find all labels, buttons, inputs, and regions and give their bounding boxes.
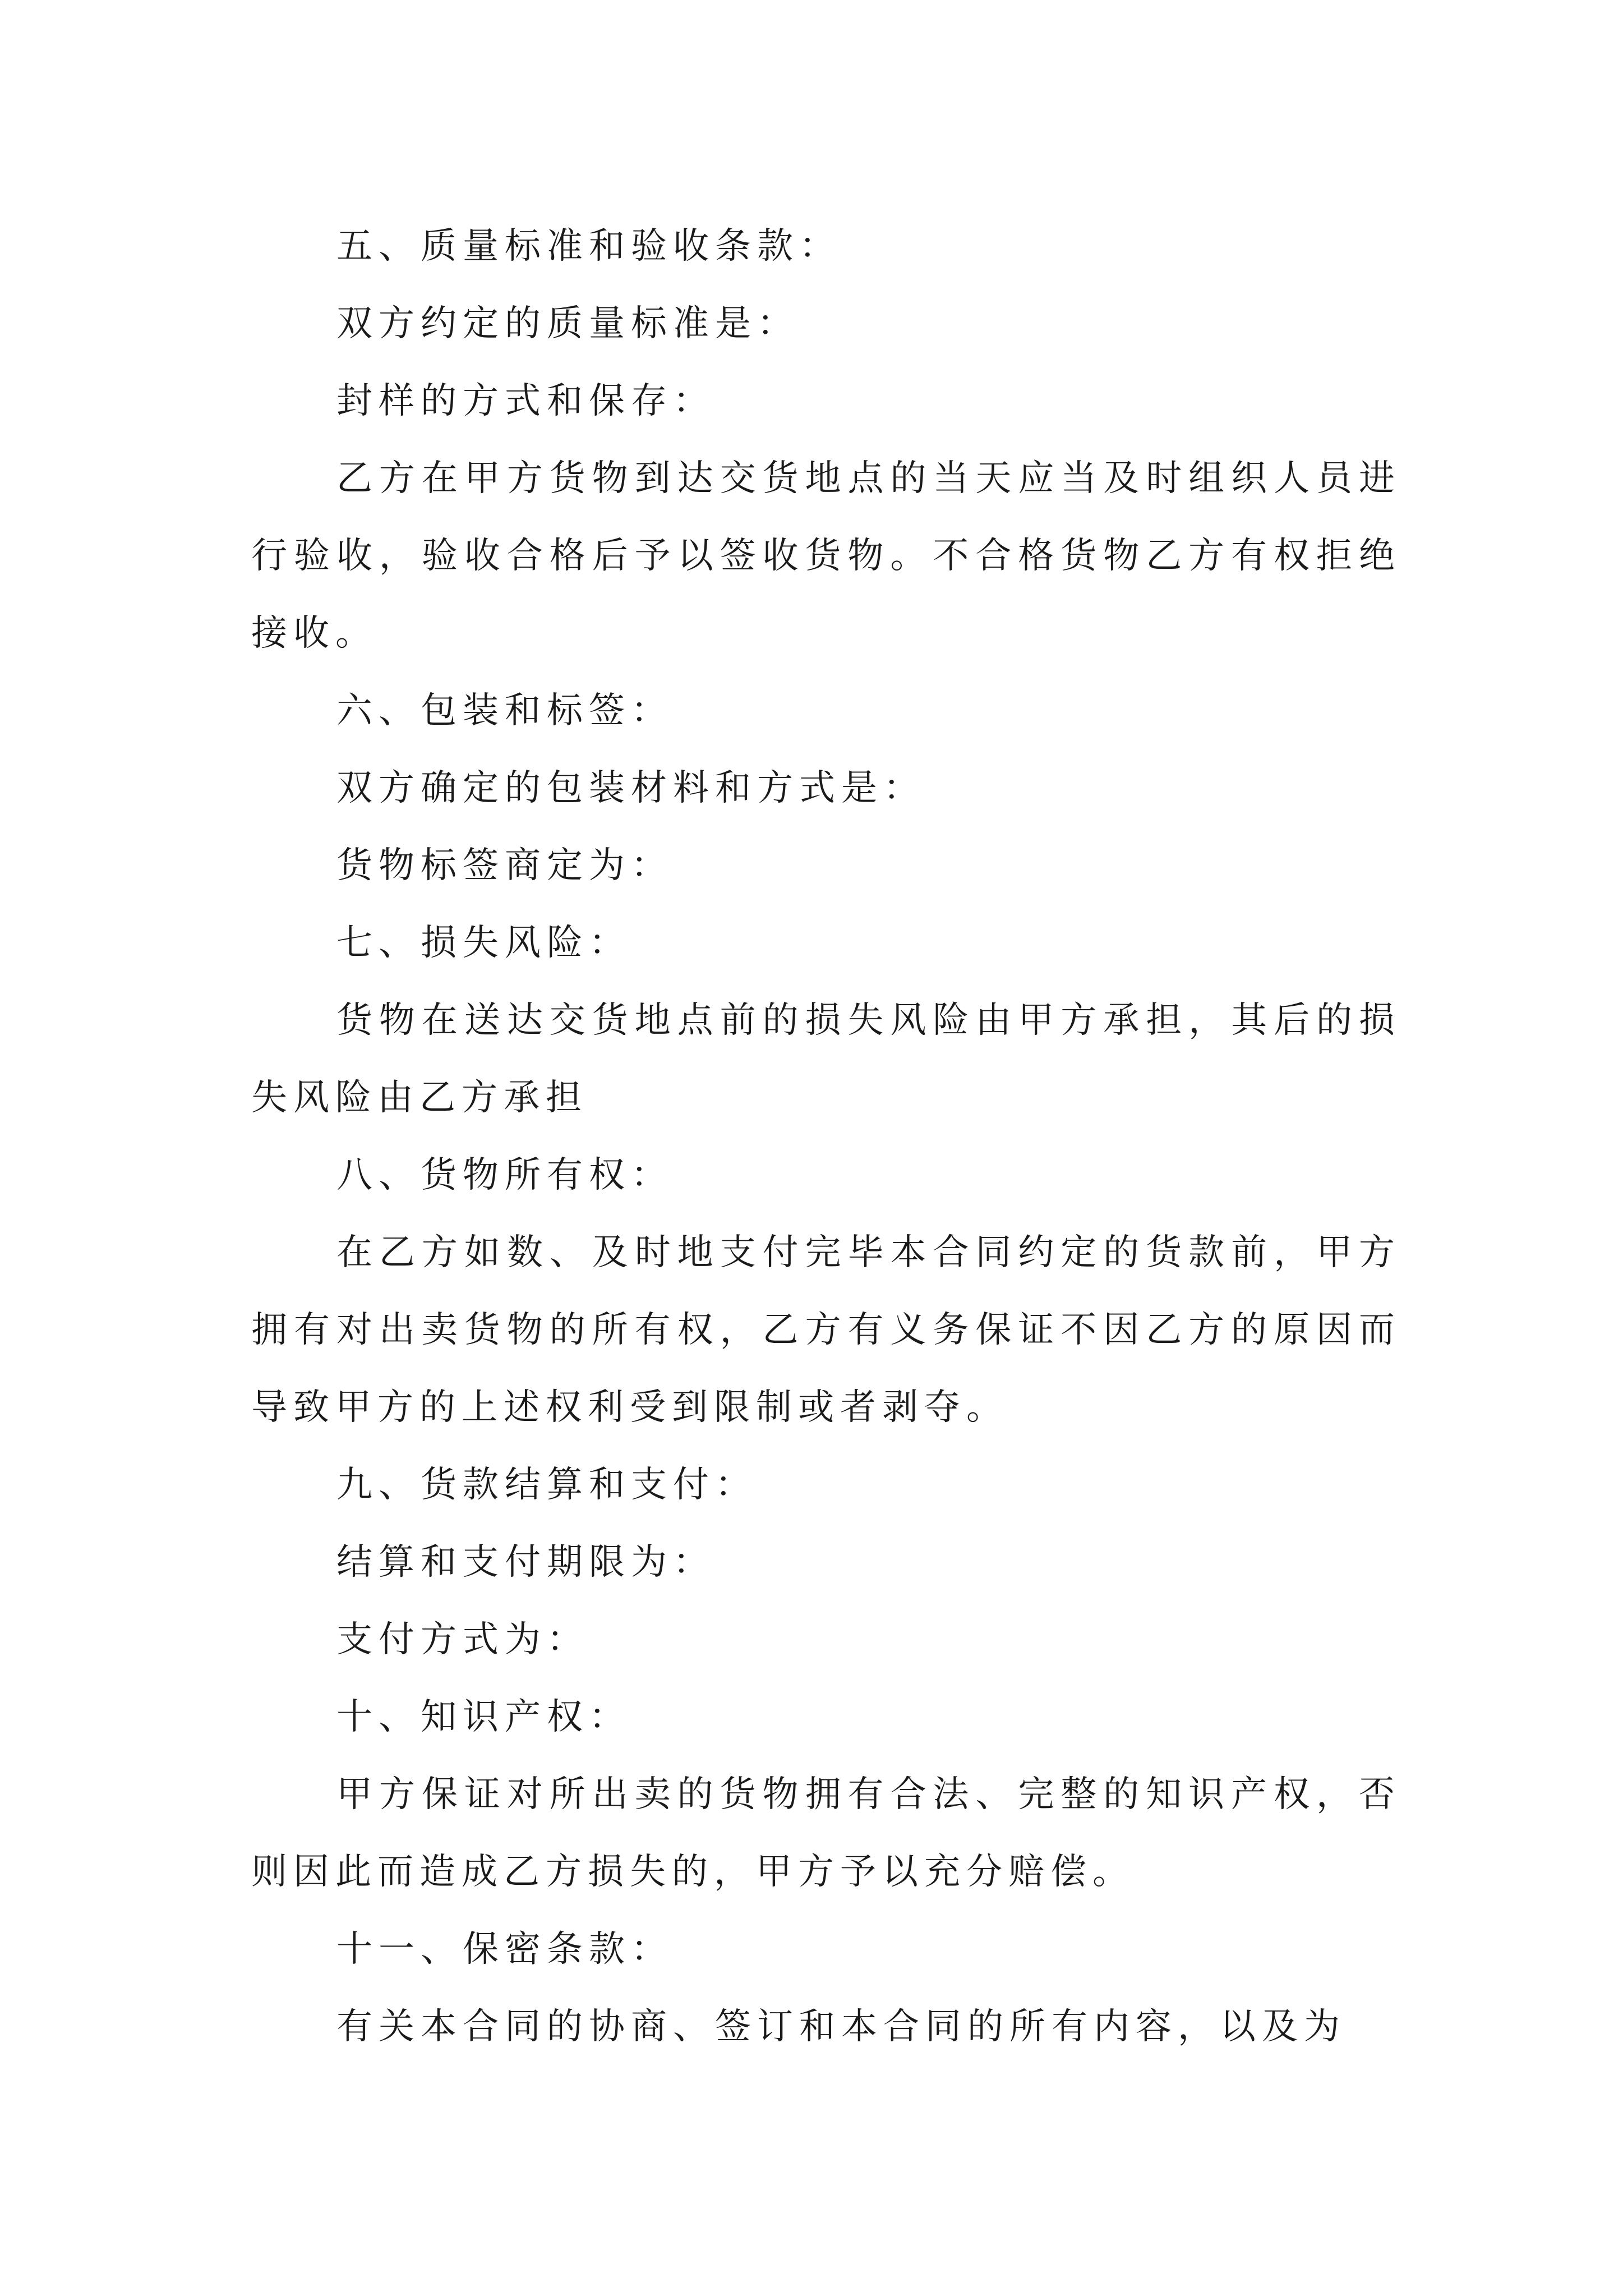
paragraph-packaging-materials: 双方确定的包装材料和方式是： xyxy=(336,767,925,809)
section-heading-quality: 五、质量标准和验收条款： xyxy=(336,226,841,267)
paragraph-payment-term: 结算和支付期限为： xyxy=(336,1542,715,1583)
paragraph-ownership: 在乙方如数、及时地支付完毕本合同约定的货款前，甲方拥有对出卖货物的所有权，乙方有义务保证不因乙方的原因而导致甲方的上述权利受到限制或者剥夺。 xyxy=(251,1232,1401,1428)
paragraph-confidentiality: 有关本合同的协商、签订和本合同的所有内容，以及为 xyxy=(336,2006,1346,2047)
section-heading-risk: 七、损失风险： xyxy=(336,922,631,964)
section-heading-ownership: 八、货物所有权： xyxy=(336,1154,673,1196)
paragraph-ip: 甲方保证对所出卖的货物拥有合法、完整的知识产权，否则因此而造成乙方损失的，甲方予以充分赔偿。 xyxy=(251,1774,1401,1893)
section-heading-packaging: 六、包装和标签： xyxy=(336,690,673,731)
section-heading-confidentiality: 十一、保密条款： xyxy=(336,1929,673,1970)
section-heading-ip: 十、知识产权： xyxy=(336,1696,631,1738)
paragraph-sample-sealing: 封样的方式和保存： xyxy=(336,380,715,422)
section-heading-payment: 九、货款结算和支付： xyxy=(336,1464,757,1506)
paragraph-risk: 货物在送达交货地点前的损失风险由甲方承担，其后的损失风险由乙方承担 xyxy=(251,1000,1401,1119)
paragraph-inspection: 乙方在甲方货物到达交货地点的当天应当及时组织人员进行验收，验收合格后予以签收货物。不合格货物乙方有权拒绝接收。 xyxy=(251,458,1401,654)
paragraph-payment-method: 支付方式为： xyxy=(336,1619,589,1660)
paragraph-labels: 货物标签商定为： xyxy=(336,845,673,886)
document-body xyxy=(251,208,1401,2065)
paragraph-quality-standard: 双方约定的质量标准是： xyxy=(336,303,799,344)
